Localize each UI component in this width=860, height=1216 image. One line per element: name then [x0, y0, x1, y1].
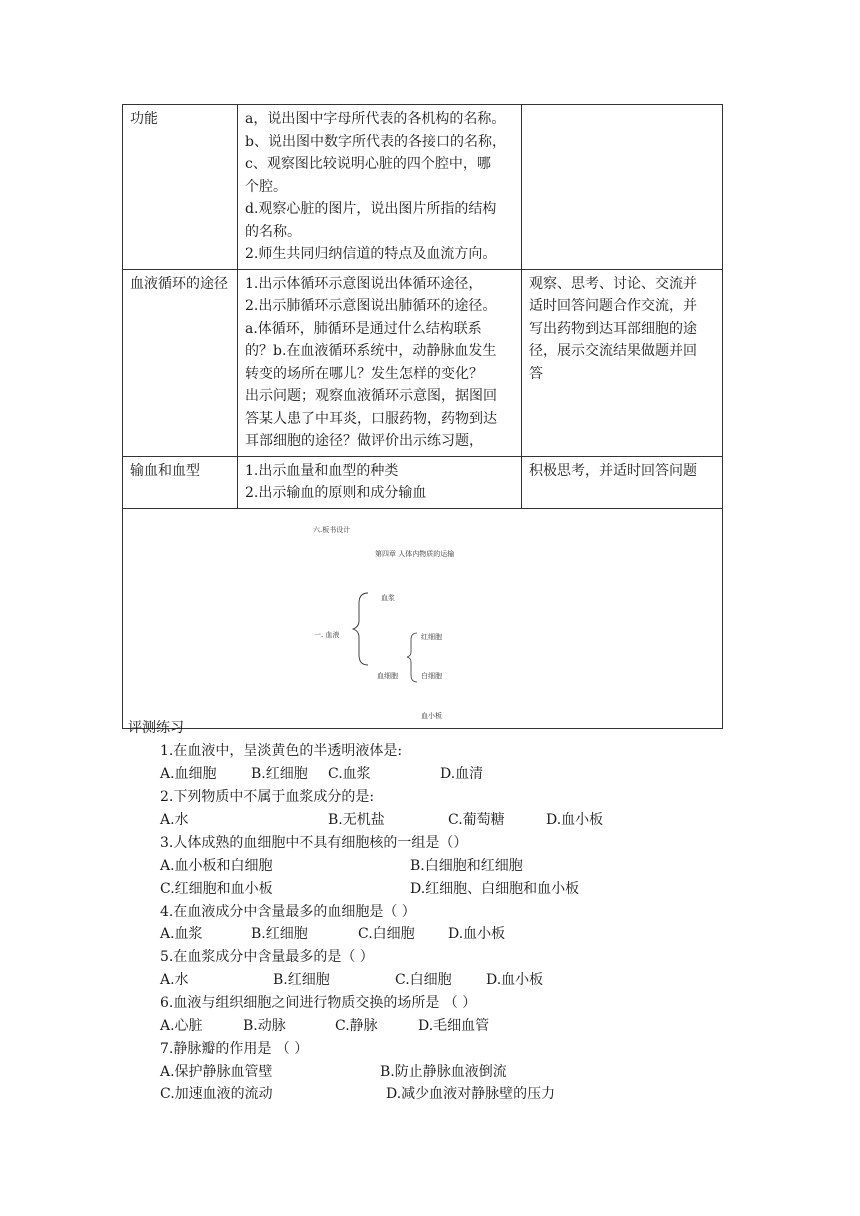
option-a: A.水	[160, 812, 189, 828]
student-activity-cell	[522, 105, 723, 270]
teacher-activity-cell	[238, 269, 522, 456]
option-a: A.血小板和白细胞	[160, 858, 273, 874]
topic-cell: 功能	[123, 105, 238, 270]
topic-cell: 血液循环的途径	[123, 269, 238, 456]
option-c: C.白细胞	[395, 972, 452, 988]
board-design	[123, 509, 723, 734]
text-line: a.体循环，肺循环是通过什么结构联系	[245, 320, 482, 337]
option-c: C.静脉	[335, 1018, 378, 1034]
brace-diagram	[123, 509, 723, 734]
text-line: 积极思考，并适时回答问题	[529, 462, 697, 479]
option-b: B.防止静脉血液倒流	[380, 1064, 507, 1080]
outer-brace	[353, 593, 368, 665]
text-line: 2.师生共同归纳信道的特点及血流方向。	[245, 246, 497, 262]
text-line: 答	[529, 365, 543, 382]
option-a: A.保护静脉血管壁	[160, 1064, 273, 1080]
option-c: C.红细胞和血小板	[160, 881, 273, 897]
option-c: C.白细胞	[358, 926, 415, 942]
text-line: 出示问题；观察血液循环示意图，据图回	[245, 388, 497, 404]
text-line: 答某人患了中耳炎，口服药物，药物到达	[245, 410, 497, 427]
text-line: 2.出示肺循环示意图说出肺循环的途径。	[245, 298, 497, 314]
option-b: B.红细胞	[273, 972, 330, 988]
text-line: 径，展示交流结果做题并回	[529, 343, 697, 359]
exercise-heading: 评测练习	[128, 720, 184, 736]
student-activity-cell	[522, 456, 723, 508]
text-line: 1.出示体循环示意图说出体循环途径，	[245, 275, 483, 292]
text-line: 写出药物到达耳部细胞的途	[529, 320, 697, 337]
lesson-table	[122, 104, 723, 729]
option-d: D.减少血液对静脉壁的压力	[386, 1086, 556, 1102]
text-line: 的？b.在血液循环系统中，动静脉血发生	[245, 343, 497, 359]
option-b: B.无机盐	[328, 812, 385, 828]
option-b: B.红细胞	[251, 766, 308, 782]
option-d: D.血小板	[546, 812, 604, 828]
table-row	[123, 456, 723, 508]
text-line: d.观察心脏的图片，说出图片所指的结构	[245, 201, 497, 217]
text-line: 观察、思考、讨论、交流并	[529, 275, 697, 292]
option-d: D.红细胞、白细胞和血小板	[410, 881, 580, 897]
board-section-title: 六.板书设计	[313, 525, 351, 534]
table-row	[123, 105, 723, 270]
option-a: A.心脏	[160, 1018, 203, 1034]
rbc-label: 红细胞	[421, 632, 442, 641]
text-line: 耳部细胞的途径？做评价出示练习题，	[245, 433, 483, 449]
text-line: b、说出图中数字所代表的各接口的名称，	[245, 133, 506, 150]
option-c: C.加速血液的流动	[160, 1086, 273, 1102]
text-line: 适时回答问题合作交流，并	[529, 298, 697, 314]
option-a: A.水	[160, 972, 189, 988]
option-c: C.血浆	[328, 766, 371, 782]
platelet-label: 血小板	[421, 711, 442, 720]
option-b: B.红细胞	[251, 926, 308, 942]
text-line: 2.出示输血的原则和成分输血	[245, 485, 427, 501]
option-a: A.血细胞	[160, 766, 217, 782]
text-line: 的名称。	[245, 223, 301, 240]
option-d: D.血清	[440, 766, 484, 782]
option-d: D.血小板	[448, 926, 506, 942]
option-b: B.动脉	[243, 1018, 286, 1034]
text-line: 转变的场所在哪儿？发生怎样的变化？	[245, 365, 483, 382]
question-2: 2.下列物质中不属于血浆成分的是:	[160, 789, 375, 805]
blood-label: 一. 血液	[314, 630, 340, 639]
option-c: C.葡萄糖	[448, 812, 505, 828]
blood-cells-label: 血细胞	[377, 671, 398, 680]
topic-cell: 输血和血型	[123, 456, 238, 508]
plasma-label: 血浆	[381, 593, 395, 602]
text-line: a，说出图中字母所代表的各机构的名称。	[245, 111, 506, 127]
table-row	[123, 269, 723, 456]
board-chapter-title: 第四章 人体内物质的运输	[375, 549, 455, 558]
question-4: 4.在血液成分中含量最多的血细胞是（ ）	[160, 904, 416, 920]
board-design-row	[123, 508, 723, 728]
question-3: 3.人体成熟的血细胞中不具有细胞核的一组是（）	[160, 835, 468, 851]
option-d: D.毛细血管	[418, 1018, 490, 1034]
teacher-activity-cell	[238, 456, 522, 508]
teacher-activity-cell	[238, 105, 522, 270]
question-5: 5.在血浆成分中含量最多的是（ ）	[160, 949, 374, 965]
question-6: 6.血液与组织细胞之间进行物质交换的场所是 （ ）	[160, 995, 477, 1011]
inner-brace	[407, 633, 417, 682]
option-a: A.血浆	[160, 926, 203, 942]
text-line: 个腔。	[245, 178, 287, 195]
question-7: 7.静脉瓣的作用是 （ ）	[160, 1041, 309, 1057]
question-1: 1.在血液中，呈淡黄色的半透明液体是:	[160, 743, 403, 759]
student-activity-cell	[522, 269, 723, 456]
option-d: D.血小板	[486, 972, 544, 988]
board-design-cell	[123, 508, 723, 728]
wbc-label: 白细胞	[421, 671, 442, 680]
option-b: B.白细胞和红细胞	[410, 858, 523, 874]
text-line: 1.出示血量和血型的种类	[245, 462, 399, 479]
text-line: c、观察图比较说明心脏的四个腔中，哪	[245, 156, 491, 172]
